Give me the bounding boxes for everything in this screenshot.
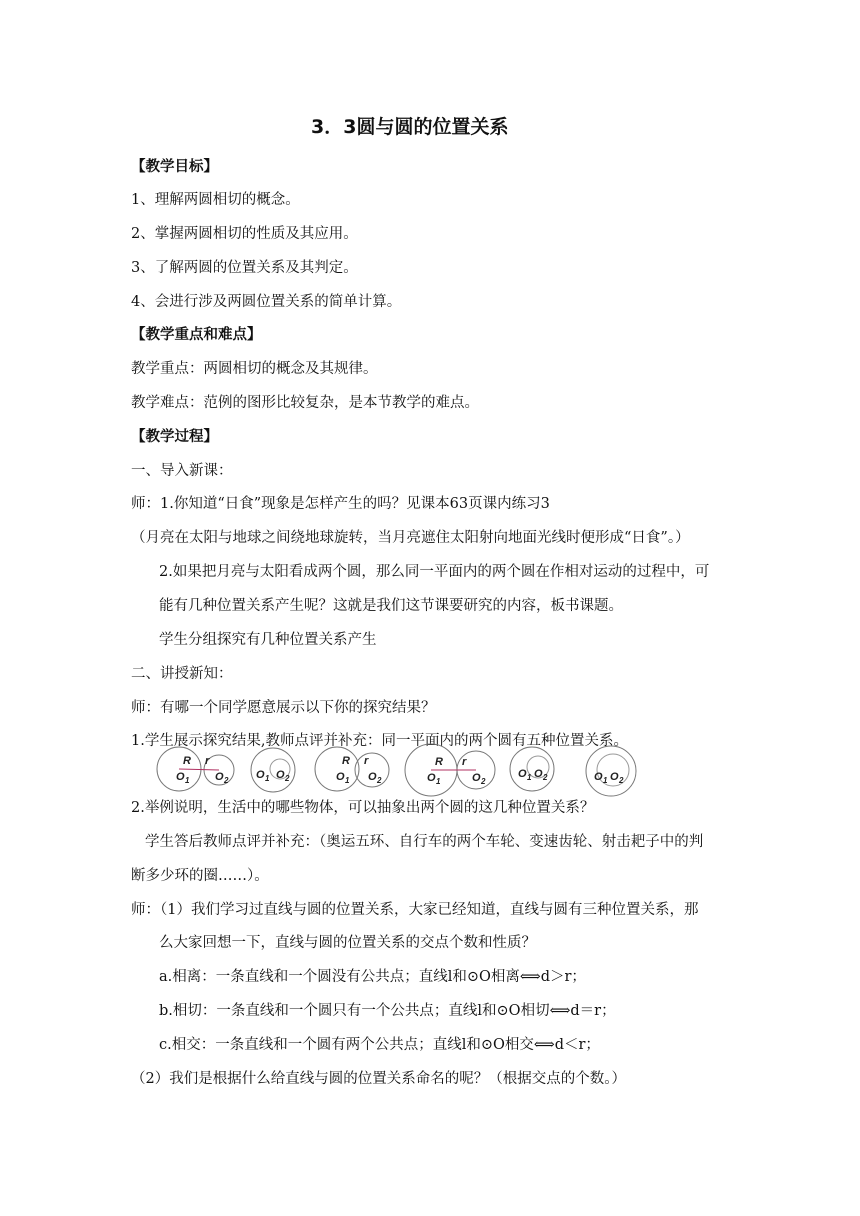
label-sub1: 1 [603, 776, 608, 785]
circles-contained [251, 748, 295, 792]
label-sub1: 1 [527, 773, 532, 782]
page-title: 3．3圆与圆的位置关系 [311, 116, 509, 138]
label-sub1: 1 [436, 777, 441, 786]
label-r: r [462, 756, 467, 768]
objective-item: 4、会进行涉及两圆位置关系的简单计算。 [131, 294, 402, 310]
question-eclipse: 师：1.你知道“日食”现象是怎样产生的吗？见课本63页课内练习3 [131, 496, 550, 512]
objective-item: 2、掌握两圆相切的性质及其应用。 [131, 226, 358, 242]
label-O1: O [594, 771, 603, 783]
label-sub2: 2 [224, 776, 229, 785]
label-O1: O [518, 768, 527, 780]
teacher-recap: 师：（1）我们学习过直线与圆的位置关系，大家已经知道，直线与圆有三种位置关系，那 [131, 902, 699, 918]
naming-question: （2）我们是根据什么给直线与圆的位置关系命名的呢？（根据交点的个数。） [131, 1071, 626, 1087]
section-new-knowledge: 二、讲授新知： [131, 666, 233, 682]
label-R: R [435, 756, 443, 768]
question-positions-cont: 能有几种位置关系产生呢？这就是我们这节课要研究的内容，板书课题。 [159, 598, 623, 614]
label-O2: O [368, 771, 377, 783]
label-sub2: 2 [377, 776, 382, 785]
circles-external-tangent [405, 744, 495, 796]
label-O1: O [176, 771, 185, 783]
example-question: 2.举例说明，生活中的哪些物体，可以抽象出两个圆的这几种位置关系？ [131, 800, 595, 816]
label-sub2: 2 [543, 773, 548, 782]
label-R: R [342, 755, 350, 767]
teacher-ask: 师：有哪一个同学愿意展示以下你的探究结果？ [131, 700, 436, 716]
label-O2: O [472, 772, 481, 784]
label-sub2: 2 [619, 776, 624, 785]
label-O1: O [427, 772, 436, 784]
circles-concentric [586, 746, 636, 796]
student-answer-cont: 断多少环的圈……）。 [131, 868, 269, 884]
group-exploration: 学生分组探究有几种位置关系产生 [159, 632, 377, 648]
label-r: r [205, 755, 210, 767]
answer-eclipse: （月亮在太阳与地球之间绕地球旋转，当月亮遮住太阳射向地面光线时便形成“日食”。） [131, 530, 690, 546]
label-R: R [183, 755, 191, 767]
keypoints-heading: 【教学重点和难点】 [131, 327, 262, 343]
label-O1: O [336, 771, 345, 783]
circle-positions-diagram [152, 742, 652, 800]
section-intro: 一、导入新课： [131, 463, 233, 479]
case-tangent: b.相切：一条直线和一个圆只有一个公共点；直线l和⊙O相切⟺d＝r； [159, 1003, 616, 1019]
objective-item: 1、理解两圆相切的概念。 [131, 192, 300, 208]
label-O2: O [215, 771, 224, 783]
objective-item: 3、了解两圆的位置关系及其判定。 [131, 260, 358, 276]
teaching-difficulty: 教学难点：范例的图形比较复杂，是本节教学的难点。 [131, 395, 479, 411]
label-sub2: 2 [285, 774, 290, 783]
circles-separate [157, 747, 234, 791]
student-show: 1.学生展示探究结果,教师点评并补充：同一平面内的两个圆有五种位置关系。 [131, 733, 628, 749]
student-answer: 学生答后教师点评并补充：（奥运五环、自行车的两个车轮、变速齿轮、射击耙子中的判 [145, 834, 704, 850]
label-sub1: 1 [345, 776, 350, 785]
label-sub2: 2 [481, 777, 486, 786]
case-intersect: c.相交：一条直线和一个圆有两个公共点；直线l和⊙O相交⟺d＜r； [159, 1037, 600, 1053]
label-r: r [364, 755, 369, 767]
label-sub1: 1 [265, 774, 270, 783]
label-O2: O [610, 771, 619, 783]
circles-intersecting [315, 747, 389, 791]
label-sub1: 1 [185, 776, 190, 785]
objectives-heading: 【教学目标】 [131, 159, 218, 175]
question-positions: 2.如果把月亮与太阳看成两个圆，那么同一平面内的两个圆在作相对运动的过程中，可 [159, 564, 710, 580]
label-O2: O [276, 769, 285, 781]
case-separate: a.相离：一条直线和一个圆没有公共点；直线l和⊙O相离⟺d＞r； [159, 969, 586, 985]
process-heading: 【教学过程】 [131, 429, 218, 445]
label-O1: O [256, 769, 265, 781]
label-O2: O [534, 768, 543, 780]
teacher-recap-cont: 么大家回想一下，直线与圆的位置关系的交点个数和性质？ [159, 935, 536, 951]
teaching-focus: 教学重点：两圆相切的概念及其规律。 [131, 361, 378, 377]
circles-internal-tangent [510, 747, 554, 791]
